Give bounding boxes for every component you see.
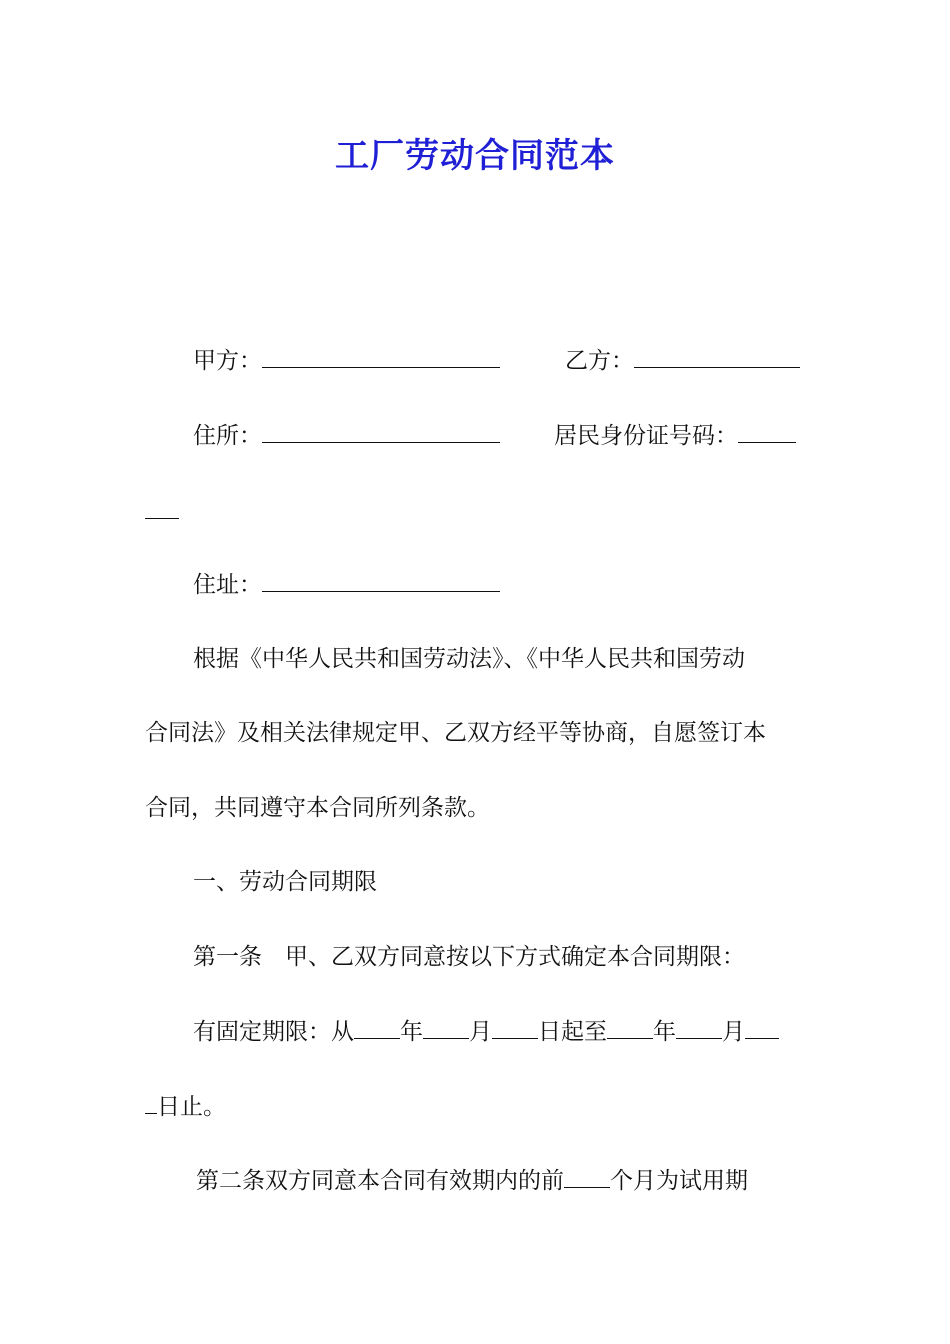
fixed-term-row [193,1016,779,1047]
end-month-blank[interactable] [676,1016,722,1039]
id-number-label: 居民身份证号码： [554,423,738,449]
fixed-term-continuation [145,1091,226,1122]
address-row [193,569,500,600]
party-b-label: 乙方： [565,348,634,374]
intro-line-2: 合同法》及相关法律规定甲、乙双方经平等协商，自愿签订本 [145,720,766,746]
party-a-row [193,345,500,376]
residence-blank[interactable] [262,420,500,443]
party-a-label: 甲方： [193,348,262,374]
section-1-heading: 一、劳动合同期限 [193,869,377,895]
end-day-blank-continued[interactable] [145,1091,157,1114]
start-year-label: 年 [400,1019,423,1045]
article-2-text-1: 第二条双方同意本合同有效期内的前 [196,1168,564,1194]
id-number-continuation [145,496,179,527]
intro-line-3: 合同，共同遵守本合同所列条款。 [145,795,490,821]
party-b-blank[interactable] [634,345,800,368]
id-number-row [554,420,796,451]
party-b-row [565,345,800,376]
probation-months-blank[interactable] [564,1165,610,1188]
start-day-blank[interactable] [492,1016,538,1039]
end-year-blank[interactable] [607,1016,653,1039]
document-title: 工厂劳动合同范本 [335,136,615,176]
article-1: 第一条 甲、乙双方同意按以下方式确定本合同期限： [193,944,745,970]
start-day-label: 日起至 [538,1019,607,1045]
id-number-blank[interactable] [738,420,796,443]
intro-line-1: 根据《中华人民共和国劳动法》、《中华人民共和国劳动 [193,646,745,672]
article-2-text-2: 个月为试用期 [610,1168,748,1194]
end-month-label: 月 [722,1019,745,1045]
address-label: 住址： [193,572,262,598]
start-month-label: 月 [469,1019,492,1045]
party-a-blank[interactable] [262,345,500,368]
article-2-row [196,1165,748,1196]
end-year-label: 年 [653,1019,676,1045]
residence-row [193,420,500,451]
address-blank[interactable] [262,569,500,592]
start-year-blank[interactable] [354,1016,400,1039]
start-month-blank[interactable] [423,1016,469,1039]
end-day-label: 日止。 [157,1094,226,1120]
id-number-blank-continued[interactable] [145,496,179,519]
residence-label: 住所： [193,423,262,449]
end-day-blank[interactable] [745,1016,779,1039]
fixed-term-label: 有固定期限：从 [193,1019,354,1045]
